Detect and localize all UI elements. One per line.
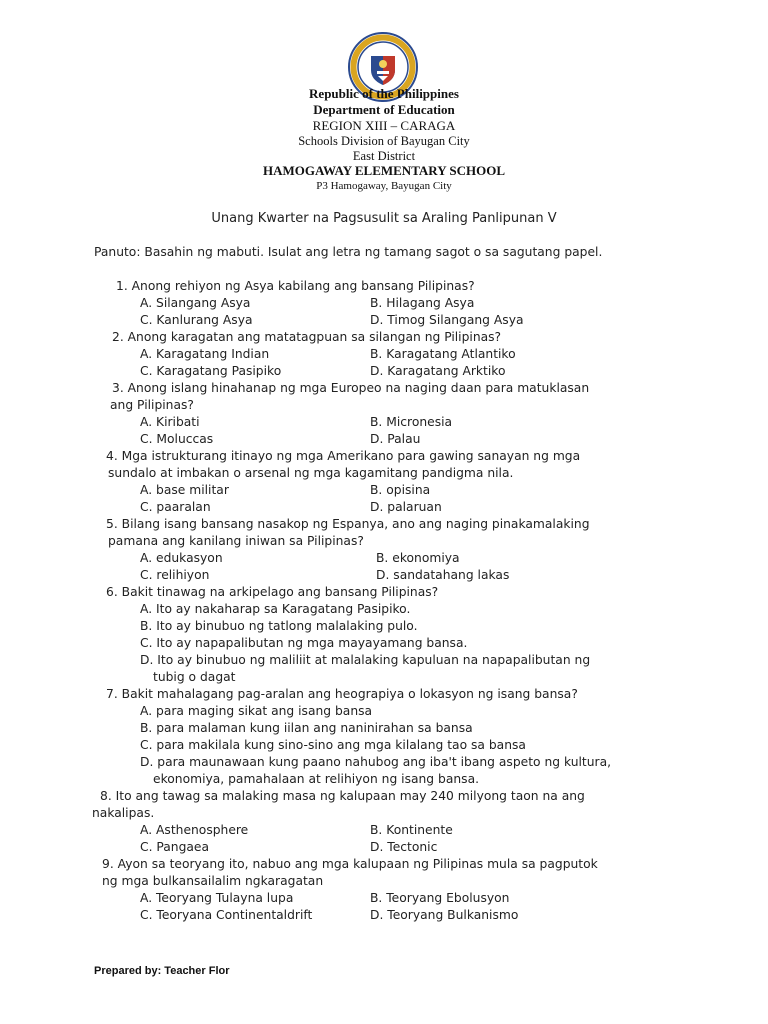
question-6-choice: A. Ito ay nakaharap sa Karagatang Pasipiko. bbox=[140, 602, 411, 616]
question-4-choice: B. opisina bbox=[370, 483, 431, 497]
question-9-choice: A. Teoryang Tulayna lupa bbox=[140, 891, 294, 905]
question-1-choice: C. Kanlurang Asya bbox=[140, 313, 253, 327]
question-9-choice: C. Teoryana Continentaldrift bbox=[140, 908, 313, 922]
question-8-choice: A. Asthenosphere bbox=[140, 823, 249, 837]
question-6-choice: D. Ito ay binubuo ng maliliit at malalaking kapuluan na napapalibutan ng bbox=[140, 653, 591, 667]
question-3-choice: A. Kiribati bbox=[140, 415, 200, 429]
exam-title: Unang Kwarter na Pagsusulit sa Araling Panlipunan V bbox=[211, 211, 557, 226]
question-4-choice: D. palaruan bbox=[370, 500, 442, 514]
question-8-text: 8. Ito ang tawag sa malaking masa ng kalupaan may 240 milyong taon na ang bbox=[100, 789, 585, 803]
question-3-choice: C. Moluccas bbox=[140, 432, 214, 446]
question-4-text: sundalo at imbakan o arsenal ng mga kagamitang pandigma nila. bbox=[108, 466, 514, 480]
question-4-text: 4. Mga istrukturang itinayo ng mga Amerikano para gawing sanayan ng mga bbox=[106, 449, 581, 463]
question-1-choice: D. Timog Silangang Asya bbox=[370, 313, 524, 327]
question-2-choice: A. Karagatang Indian bbox=[140, 347, 270, 361]
question-8-choice: B. Kontinente bbox=[370, 823, 453, 837]
header-division: Schools Division of Bayugan City bbox=[298, 134, 470, 148]
question-7-choice: A. para maging sikat ang isang bansa bbox=[140, 704, 373, 718]
question-7-choice: ekonomiya, pamahalaan at relihiyon ng isang bansa. bbox=[153, 772, 480, 786]
question-3-choice: B. Micronesia bbox=[370, 415, 453, 429]
header-republic: Republic of the Philippines bbox=[309, 86, 459, 101]
question-5-text: pamana ang kanilang iniwan sa Pilipinas? bbox=[108, 534, 364, 548]
question-2-choice: D. Karagatang Arktiko bbox=[370, 364, 506, 378]
question-9-text: 9. Ayon sa teoryang ito, nabuo ang mga kalupaan ng Pilipinas mula sa pagputok bbox=[102, 857, 598, 871]
question-1-text: 1. Anong rehiyon ng Asya kabilang ang bansang Pilipinas? bbox=[116, 279, 475, 293]
question-8-choice: C. Pangaea bbox=[140, 840, 210, 854]
header-district: East District bbox=[352, 149, 416, 163]
question-7-text: 7. Bakit mahalagang pag-aralan ang heograpiya o lokasyon ng isang bansa? bbox=[106, 687, 578, 701]
question-8-text: nakalipas. bbox=[92, 806, 155, 820]
prepared-by: Prepared by: Teacher Flor bbox=[94, 965, 230, 977]
question-3-choice: D. Palau bbox=[370, 432, 421, 446]
question-4-choice: A. base militar bbox=[140, 483, 229, 497]
question-4-choice: C. paaralan bbox=[140, 500, 211, 514]
question-3-text: 3. Anong islang hinahanap ng mga Europeo na naging daan para matuklasan bbox=[112, 381, 590, 395]
question-6-text: 6. Bakit tinawag na arkipelago ang bansang Pilipinas? bbox=[106, 585, 439, 599]
header-school: HAMOGAWAY ELEMENTARY SCHOOL bbox=[263, 163, 505, 178]
header-region: REGION XIII – CARAGA bbox=[312, 118, 456, 133]
question-5-choice: B. ekonomiya bbox=[376, 551, 460, 565]
question-2-text: 2. Anong karagatan ang matatagpuan sa silangan ng Pilipinas? bbox=[112, 330, 502, 344]
question-9-choice: D. Teoryang Bulkanismo bbox=[370, 908, 519, 922]
question-8-choice: D. Tectonic bbox=[370, 840, 438, 854]
question-5-choice: A. edukasyon bbox=[140, 551, 223, 565]
question-6-choice: tubig o dagat bbox=[153, 670, 236, 684]
header-department: Department of Education bbox=[313, 102, 455, 117]
header-address: P3 Hamogaway, Bayugan City bbox=[316, 180, 452, 192]
question-5-choice: C. relihiyon bbox=[140, 568, 210, 582]
question-2-choice: B. Karagatang Atlantiko bbox=[370, 347, 516, 361]
question-6-choice: B. Ito ay binubuo ng tatlong malalaking pulo. bbox=[140, 619, 418, 633]
question-7-choice: C. para makilala kung sino-sino ang mga kilalang tao sa bansa bbox=[140, 738, 526, 752]
question-1-choice: A. Silangang Asya bbox=[140, 296, 251, 310]
instructions: Panuto: Basahin ng mabuti. Isulat ang letra ng tamang sagot o sa sagutang papel. bbox=[94, 245, 603, 259]
question-9-text: ng mga bulkansailalim ngkaragatan bbox=[102, 874, 324, 888]
question-2-choice: C. Karagatang Pasipiko bbox=[140, 364, 282, 378]
question-1-choice: B. Hilagang Asya bbox=[370, 296, 475, 310]
question-9-choice: B. Teoryang Ebolusyon bbox=[370, 891, 510, 905]
question-7-choice: B. para malaman kung iilan ang naninirahan sa bansa bbox=[140, 721, 473, 735]
question-5-choice: D. sandatahang lakas bbox=[376, 568, 510, 582]
question-7-choice: D. para maunawaan kung paano nahubog ang iba't ibang aspeto ng kultura, bbox=[140, 755, 612, 769]
question-5-text: 5. Bilang isang bansang nasakop ng Espanya, ano ang naging pinakamalaking bbox=[106, 517, 590, 531]
question-3-text: ang Pilipinas? bbox=[110, 398, 194, 412]
question-6-choice: C. Ito ay napapalibutan ng mga mayayamang bansa. bbox=[140, 636, 468, 650]
